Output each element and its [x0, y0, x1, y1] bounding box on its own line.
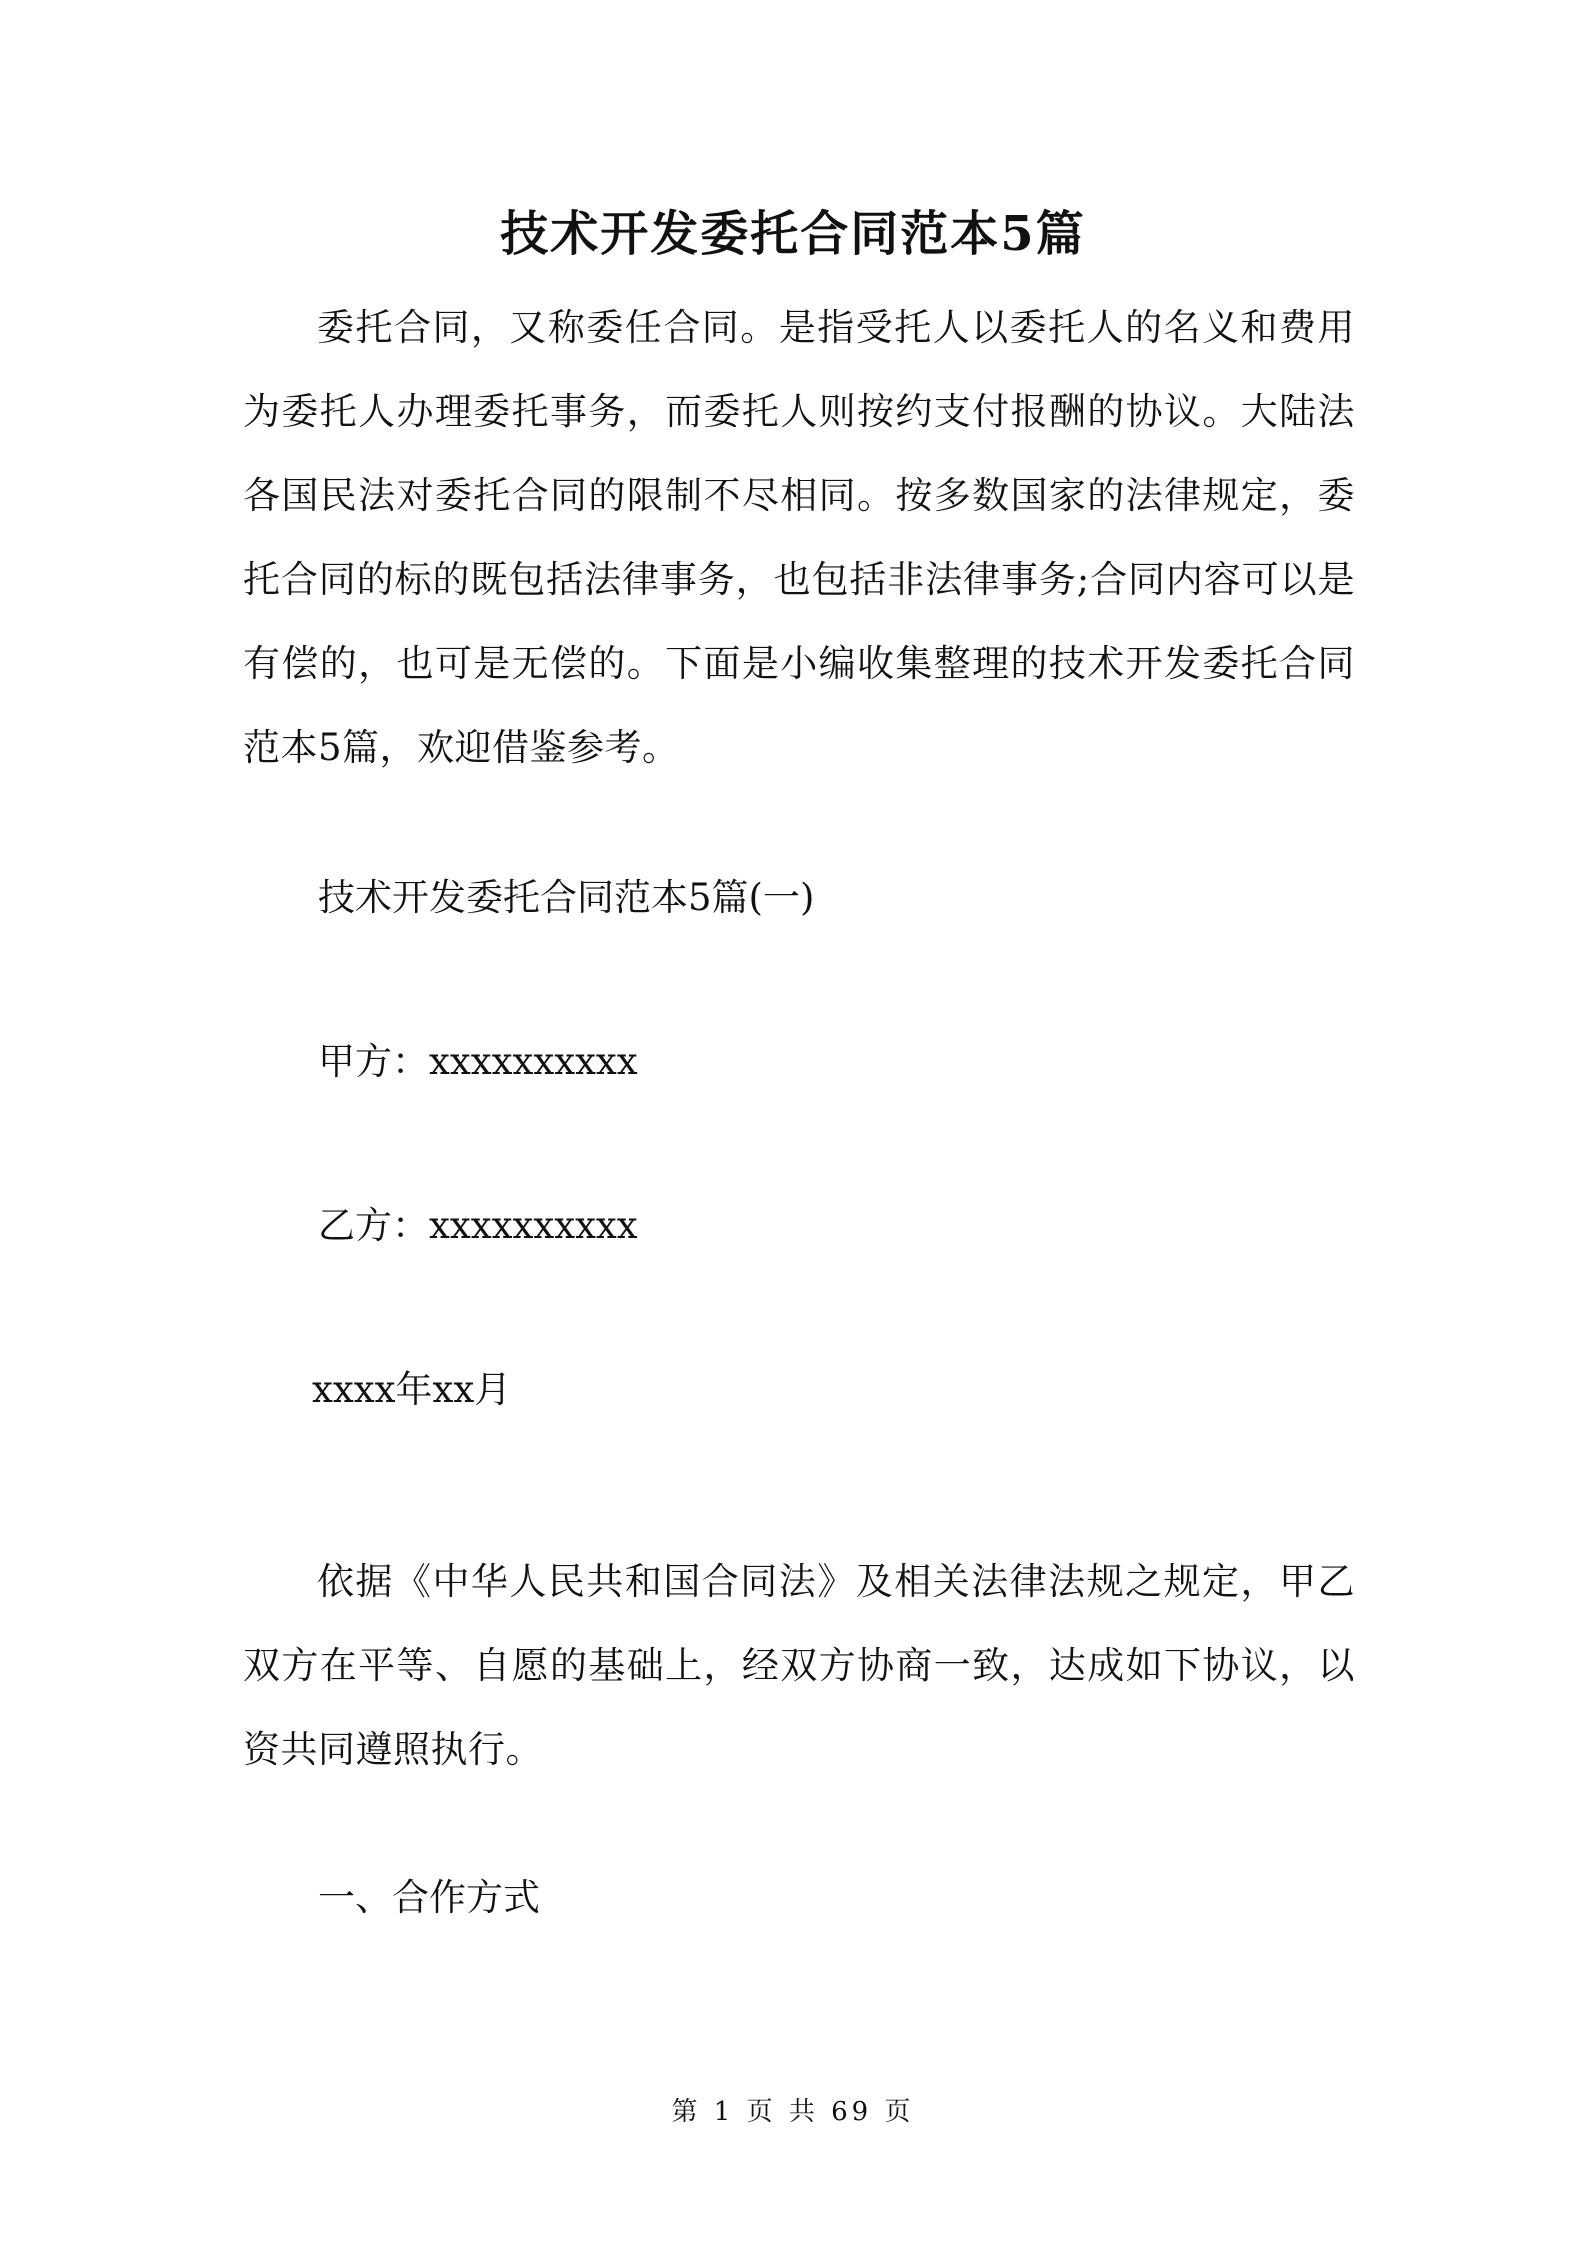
section-heading: 技术开发委托合同范本5篇(一) — [318, 876, 815, 919]
page-number-footer: 第 1 页 共 69 页 — [671, 2097, 915, 2127]
document-title: 技术开发委托合同范本5篇 — [500, 206, 1086, 262]
intro-paragraph: 委托合同，又称委任合同。是指受托人以委托人的名义和费用为委托人办理委托事务，而委托人则按约支付报酬的协议。大陆法各国民法对委托合同的限制不尽相同。按多数国家的法律规定，委托合同的标的既包括法律事务，也包括非法律事务;合同内容可以是有偿的，也可是无偿的。下面是小编收集整理的技术开发委托合同范本5篇，欢迎借鉴参考。 — [243, 306, 1355, 769]
party-b-line: 乙方：xxxxxxxxxx — [318, 1204, 638, 1247]
clause-1-heading: 一、合作方式 — [318, 1876, 540, 1919]
party-a-line: 甲方：xxxxxxxxxx — [318, 1040, 638, 1083]
date-line: xxxx年xx月 — [312, 1368, 512, 1411]
agreement-paragraph: 依据《中华人民共和国合同法》及相关法律法规之规定，甲乙双方在平等、自愿的基础上，经双方协商一致，达成如下协议，以资共同遵照执行。 — [243, 1560, 1355, 1771]
